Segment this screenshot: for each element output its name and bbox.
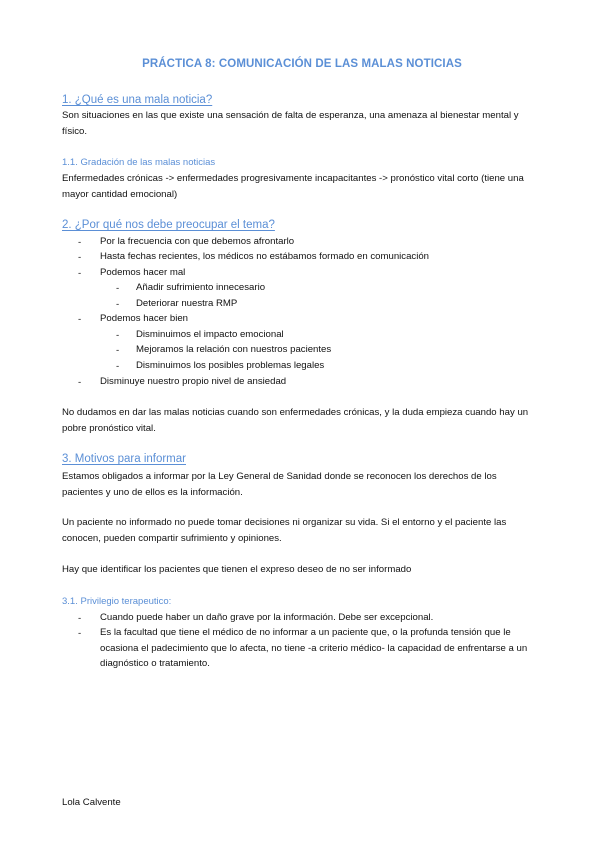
section-3-paragraph-2: Un paciente no informado no puede tomar decisiones ni organizar su vida. Si el entorno y el paciente las conocen, pueden compartir sufrimiento y opiniones.	[62, 517, 507, 544]
sub-list-bullet: -	[116, 361, 120, 372]
section-3-paragraph-1: Estamos obligados a informar por la Ley General de Sanidad donde se reconocen los derechos de los pacientes y uno de ellos es la información.	[62, 471, 497, 498]
list-item: Hasta fechas recientes, los médicos no estábamos formado en comunicación	[100, 251, 430, 262]
sub-list-item: Mejoramos la relación con nuestros pacientes	[136, 344, 332, 355]
list-bullet: -	[78, 314, 82, 325]
section-1-1-text: Enfermedades crónicas -> enfermedades progresivamente incapacitantes -> pronóstico vital corto (tiene una mayor cantidad emocional)	[62, 173, 524, 200]
section-1-heading: 1. ¿Qué es una mala noticia?	[62, 94, 213, 106]
sub-list-bullet: -	[116, 330, 120, 341]
list-item: Disminuye nuestro propio nivel de ansiedad	[100, 376, 287, 387]
section-3-heading: 3. Motivos para informar	[62, 453, 186, 465]
section-2-note: No dudamos en dar las malas noticias cuando son enfermedades crónicas, y la duda empieza cuando hay un pobre pronóstico vital.	[62, 407, 529, 434]
footer-author: Lola Calvente	[62, 797, 121, 808]
list-item: Es la facultad que tiene el médico de no informar a un paciente que, o la profunda tensión que le ocasiona el padecimiento que lo afecta, no tiene -a criterio médico- la capacidad de enfrentarse a un diagnóstico o tratamiento.	[100, 627, 528, 669]
list-bullet: -	[78, 252, 82, 263]
section-2-heading: 2. ¿Por qué nos debe preocupar el tema?	[62, 219, 275, 231]
sub-list-bullet: -	[116, 283, 120, 294]
list-item: Por la frecuencia con que debemos afrontarlo	[100, 236, 295, 247]
list-bullet: -	[78, 237, 82, 248]
section-1-1-heading: 1.1. Gradación de las malas noticias	[62, 157, 216, 168]
sub-list-item: Disminuimos el impacto emocional	[136, 329, 284, 340]
list-bullet: -	[78, 628, 82, 639]
list-bullet: -	[78, 268, 82, 279]
sub-list-bullet: -	[116, 345, 120, 356]
list-bullet: -	[78, 613, 82, 624]
list-item: Podemos hacer mal	[100, 267, 186, 278]
sub-list-bullet: -	[116, 299, 120, 310]
page-title: PRÁCTICA 8: COMUNICACIÓN DE LAS MALAS NOTICIAS	[142, 58, 462, 70]
sub-list-item: Añadir sufrimiento innecesario	[136, 282, 266, 293]
section-3-paragraph-3: Hay que identificar los pacientes que tienen el expreso deseo de no ser informado	[62, 564, 412, 575]
sub-list-item: Disminuimos los posibles problemas legales	[136, 360, 325, 371]
list-bullet: -	[78, 377, 82, 388]
list-item: Cuando puede haber un daño grave por la información. Debe ser excepcional.	[100, 612, 434, 623]
list-item: Podemos hacer bien	[100, 313, 188, 324]
sub-list-item: Deteriorar nuestra RMP	[136, 298, 238, 309]
section-3-1-heading: 3.1. Privilegio terapeutico:	[62, 596, 172, 607]
section-1-text: Son situaciones en las que existe una sensación de falta de esperanza, una amenaza al bienestar mental y físico.	[62, 110, 519, 137]
